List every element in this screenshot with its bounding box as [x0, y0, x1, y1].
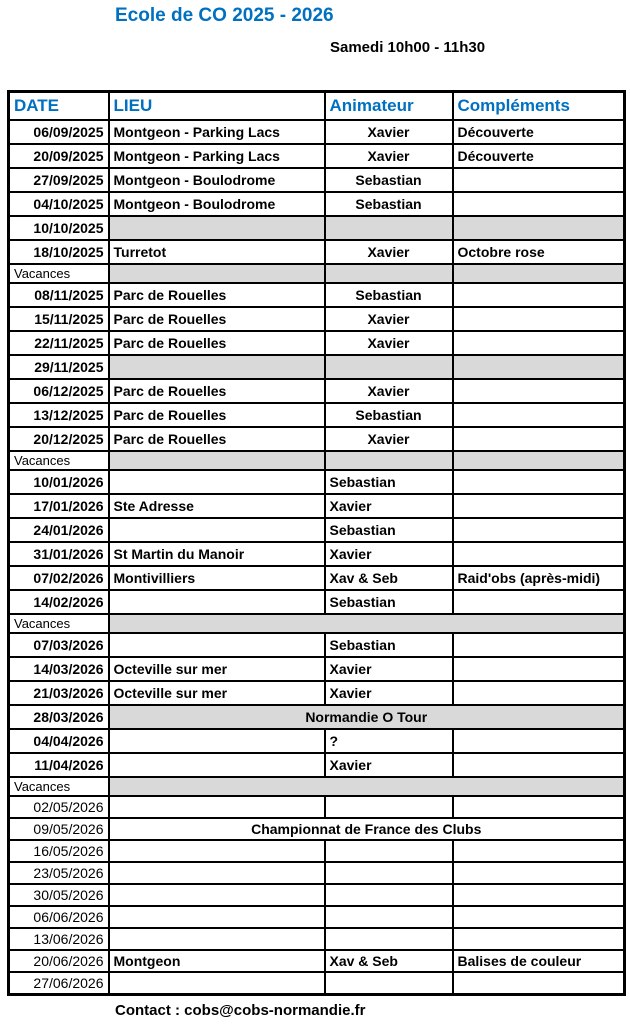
animateur-cell: Sebastian: [325, 192, 453, 216]
table-row: [9, 753, 625, 777]
animateur-cell: Xavier: [325, 379, 453, 403]
complements-cell: [453, 928, 625, 950]
lieu-cell: [109, 355, 325, 379]
table-row: [9, 729, 625, 753]
date-cell: 24/01/2026: [9, 518, 109, 542]
animateur-cell: [325, 972, 453, 994]
animateur-cell: Xavier: [325, 657, 453, 681]
date-cell: 02/05/2026: [9, 796, 109, 818]
date-cell: 09/05/2026: [9, 818, 109, 840]
contact-footer: Contact : cobs@cobs-normandie.fr: [115, 1002, 366, 1019]
complements-cell: [453, 590, 625, 614]
lieu-cell: [109, 633, 325, 657]
event-band: Championnat de France des Clubs: [109, 818, 625, 840]
lieu-cell: Turretot: [109, 240, 325, 264]
vacances-band: [109, 777, 625, 796]
vacances-label-cell: Vacances: [9, 614, 109, 633]
date-cell: 13/06/2026: [9, 928, 109, 950]
date-cell: 07/03/2026: [9, 633, 109, 657]
lieu-cell: [109, 972, 325, 994]
table-row: [9, 590, 625, 614]
date-cell: 06/06/2026: [9, 906, 109, 928]
table-row: [9, 950, 625, 972]
complements-cell: [453, 796, 625, 818]
date-cell: 27/09/2025: [9, 168, 109, 192]
lieu-cell: [109, 840, 325, 862]
date-cell: 16/05/2026: [9, 840, 109, 862]
lieu-cell: Octeville sur mer: [109, 657, 325, 681]
date-cell: 08/11/2025: [9, 283, 109, 307]
lieu-cell: Montgeon - Boulodrome: [109, 168, 325, 192]
lieu-cell: [109, 753, 325, 777]
animateur-cell: Sebastian: [325, 470, 453, 494]
complements-cell: [453, 331, 625, 355]
complements-cell: [453, 862, 625, 884]
date-cell: 06/12/2025: [9, 379, 109, 403]
date-cell: 04/04/2026: [9, 729, 109, 753]
lieu-cell: [109, 470, 325, 494]
animateur-cell: [325, 862, 453, 884]
complements-cell: [453, 379, 625, 403]
animateur-cell: [325, 906, 453, 928]
table-row: [9, 144, 625, 168]
lieu-cell: Montivilliers: [109, 566, 325, 590]
vacances-band: [109, 614, 625, 633]
complements-cell: [453, 283, 625, 307]
complements-cell: [453, 168, 625, 192]
table-row: [9, 494, 625, 518]
table-row: [9, 120, 625, 144]
animateur-cell: Xavier: [325, 240, 453, 264]
complements-cell: [453, 427, 625, 451]
complements-cell: [453, 264, 625, 283]
animateur-cell: Sebastian: [325, 403, 453, 427]
date-cell: 18/10/2025: [9, 240, 109, 264]
complements-cell: [453, 216, 625, 240]
animateur-cell: Xavier: [325, 144, 453, 168]
animateur-cell: Xavier: [325, 753, 453, 777]
date-cell: 20/06/2026: [9, 950, 109, 972]
complements-cell: Balises de couleur: [453, 950, 625, 972]
date-cell: 11/04/2026: [9, 753, 109, 777]
animateur-cell: Xav & Seb: [325, 950, 453, 972]
vacances-label-cell: Vacances: [9, 777, 109, 796]
complements-cell: [453, 906, 625, 928]
lieu-cell: Octeville sur mer: [109, 681, 325, 705]
date-cell: 14/03/2026: [9, 657, 109, 681]
complements-cell: [453, 681, 625, 705]
header-animateur: Animateur: [325, 92, 453, 121]
date-cell: 30/05/2026: [9, 884, 109, 906]
table-row: [9, 518, 625, 542]
table-row: [9, 331, 625, 355]
complements-cell: [453, 633, 625, 657]
lieu-cell: [109, 518, 325, 542]
complements-cell: [453, 403, 625, 427]
animateur-cell: Sebastian: [325, 590, 453, 614]
table-row: [9, 283, 625, 307]
lieu-cell: [109, 862, 325, 884]
date-cell: 10/10/2025: [9, 216, 109, 240]
table-row: [9, 240, 625, 264]
table-header: [9, 92, 625, 121]
table-row: [9, 657, 625, 681]
lieu-cell: Parc de Rouelles: [109, 403, 325, 427]
schedule-table: [7, 90, 626, 996]
complements-cell: [453, 840, 625, 862]
table-row: [9, 403, 625, 427]
complements-cell: [453, 542, 625, 566]
lieu-cell: St Martin du Manoir: [109, 542, 325, 566]
complements-cell: [453, 451, 625, 470]
header-date: DATE: [9, 92, 109, 121]
schedule-body: [9, 120, 625, 994]
table-row: [9, 705, 625, 729]
time-slot-subtitle: Samedi 10h00 - 11h30: [330, 39, 486, 56]
complements-cell: [453, 884, 625, 906]
table-row: [9, 427, 625, 451]
animateur-cell: Xavier: [325, 331, 453, 355]
date-cell: 28/03/2026: [9, 705, 109, 729]
date-cell: 14/02/2026: [9, 590, 109, 614]
animateur-cell: [325, 451, 453, 470]
complements-cell: [453, 307, 625, 331]
complements-cell: Raid'obs (après-midi): [453, 566, 625, 590]
animateur-cell: Sebastian: [325, 168, 453, 192]
lieu-cell: [109, 796, 325, 818]
table-row: [9, 972, 625, 994]
lieu-cell: Parc de Rouelles: [109, 331, 325, 355]
lieu-cell: Parc de Rouelles: [109, 379, 325, 403]
lieu-cell: [109, 216, 325, 240]
complements-cell: [453, 470, 625, 494]
table-row: [9, 566, 625, 590]
table-row: [9, 379, 625, 403]
lieu-cell: [109, 451, 325, 470]
table-row: [9, 542, 625, 566]
table-row: [9, 470, 625, 494]
table-row: [9, 216, 625, 240]
animateur-cell: Xavier: [325, 120, 453, 144]
header-lieu: LIEU: [109, 92, 325, 121]
lieu-cell: [109, 906, 325, 928]
lieu-cell: Parc de Rouelles: [109, 427, 325, 451]
date-cell: 15/11/2025: [9, 307, 109, 331]
complements-cell: [453, 494, 625, 518]
date-cell: 13/12/2025: [9, 403, 109, 427]
lieu-cell: Montgeon - Parking Lacs: [109, 120, 325, 144]
animateur-cell: [325, 928, 453, 950]
lieu-cell: [109, 264, 325, 283]
event-band: Normandie O Tour: [109, 705, 625, 729]
date-cell: 04/10/2025: [9, 192, 109, 216]
table-row: [9, 796, 625, 818]
lieu-cell: Montgeon: [109, 950, 325, 972]
date-cell: 20/12/2025: [9, 427, 109, 451]
lieu-cell: [109, 729, 325, 753]
vacances-label-cell: Vacances: [9, 451, 109, 470]
date-cell: 31/01/2026: [9, 542, 109, 566]
date-cell: 22/11/2025: [9, 331, 109, 355]
complements-cell: Découverte: [453, 120, 625, 144]
animateur-cell: Xavier: [325, 681, 453, 705]
table-row: [9, 264, 625, 283]
animateur-cell: [325, 216, 453, 240]
lieu-cell: [109, 928, 325, 950]
animateur-cell: Xav & Seb: [325, 566, 453, 590]
table-row: [9, 168, 625, 192]
complements-cell: [453, 518, 625, 542]
date-cell: 17/01/2026: [9, 494, 109, 518]
header-complements: Compléments: [453, 92, 625, 121]
date-cell: 10/01/2026: [9, 470, 109, 494]
complements-cell: [453, 192, 625, 216]
date-cell: 06/09/2025: [9, 120, 109, 144]
lieu-cell: Parc de Rouelles: [109, 307, 325, 331]
animateur-cell: Xavier: [325, 494, 453, 518]
table-row: [9, 192, 625, 216]
table-row: [9, 451, 625, 470]
animateur-cell: [325, 355, 453, 379]
lieu-cell: Montgeon - Parking Lacs: [109, 144, 325, 168]
table-row: [9, 614, 625, 633]
table-row: [9, 862, 625, 884]
date-cell: 20/09/2025: [9, 144, 109, 168]
date-cell: 27/06/2026: [9, 972, 109, 994]
table-row: [9, 906, 625, 928]
animateur-cell: [325, 264, 453, 283]
lieu-cell: [109, 884, 325, 906]
table-row: [9, 355, 625, 379]
table-row: [9, 633, 625, 657]
animateur-cell: Sebastian: [325, 633, 453, 657]
date-cell: 23/05/2026: [9, 862, 109, 884]
page-title: Ecole de CO 2025 - 2026: [115, 5, 334, 26]
lieu-cell: [109, 590, 325, 614]
complements-cell: Découverte: [453, 144, 625, 168]
animateur-cell: [325, 796, 453, 818]
complements-cell: [453, 972, 625, 994]
complements-cell: [453, 753, 625, 777]
table-row: [9, 777, 625, 796]
header-row: [9, 92, 625, 121]
lieu-cell: Montgeon - Boulodrome: [109, 192, 325, 216]
animateur-cell: Xavier: [325, 542, 453, 566]
complements-cell: [453, 729, 625, 753]
table-row: [9, 884, 625, 906]
complements-cell: [453, 657, 625, 681]
table-row: [9, 681, 625, 705]
date-cell: 07/02/2026: [9, 566, 109, 590]
animateur-cell: Xavier: [325, 307, 453, 331]
vacances-label-cell: Vacances: [9, 264, 109, 283]
animateur-cell: Xavier: [325, 427, 453, 451]
animateur-cell: Sebastian: [325, 518, 453, 542]
animateur-cell: ?: [325, 729, 453, 753]
complements-cell: Octobre rose: [453, 240, 625, 264]
date-cell: 29/11/2025: [9, 355, 109, 379]
lieu-cell: Parc de Rouelles: [109, 283, 325, 307]
animateur-cell: Sebastian: [325, 283, 453, 307]
table-row: [9, 818, 625, 840]
animateur-cell: [325, 840, 453, 862]
table-row: [9, 307, 625, 331]
table-row: [9, 928, 625, 950]
date-cell: 21/03/2026: [9, 681, 109, 705]
animateur-cell: [325, 884, 453, 906]
complements-cell: [453, 355, 625, 379]
lieu-cell: Ste Adresse: [109, 494, 325, 518]
table-row: [9, 840, 625, 862]
